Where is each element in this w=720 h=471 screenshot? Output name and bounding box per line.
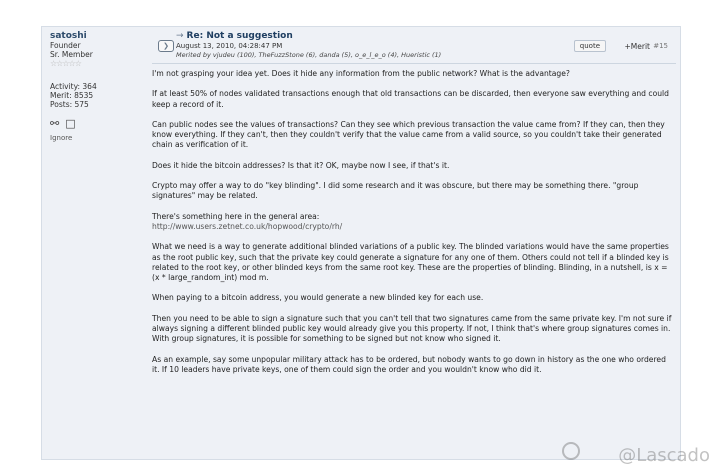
post-link[interactable]: http://www.users.zetnet.co.uk/hopwood/crypto/rh/ — [152, 221, 343, 231]
post-paragraph: As an example, say some unpopular military attack has to be ordered, but nobody wants to go down in history as the one who ordered it. If 10 leaders have private keys, one of them could sign the order and you wouldn't know who did it. — [152, 354, 666, 374]
post-paragraph: If at least 50% of nodes validated transactions enough that old transactions can be discarded, then everyone saw everything and could keep a record of it. — [152, 89, 669, 109]
header-divider — [152, 63, 676, 64]
profile-icon[interactable]: ⚯ — [50, 117, 60, 130]
post-type-icon: ❯ — [158, 40, 174, 52]
post-body — [152, 69, 672, 385]
post-paragraph: I'm not grasping your idea yet. Does it hide any information from the public network? What is the advantage? — [152, 69, 570, 78]
post-title-text[interactable]: Re: Not a suggestion — [186, 31, 293, 41]
watermark: @Lascado — [618, 445, 710, 466]
rank-stars-icon: ☆☆☆☆☆ — [50, 59, 81, 68]
author-member-level: Sr. Member — [50, 50, 93, 59]
post-title[interactable] — [176, 31, 293, 41]
merited-by: Merited by vjudeu (100), TheFuzzStone (6), danda (5), o_e_l_e_o (4), Hueristic (1) — [176, 51, 442, 59]
post-paragraph: What we need is a way to generate additional blinded variations of a public key. The blinded variations would have the same properties as the root public key, such that the private key could generate a signature for any one of them. Others could not tell if a blinded key is related to the root key, or other blinded keys from the same root key. These are the properties of blinding. Blinding, in a nutshell, is x = (x * large_random_int) mod m. — [152, 242, 669, 283]
post-number[interactable]: #15 — [653, 42, 668, 50]
post-paragraph: Can public nodes see the values of transactions? Can they see which previous transaction the value came from? If they can, then they know everything. If they can't, then they couldn't verify that the value came from a valid source, so you couldn't take their generated chain as verification of it. — [152, 119, 665, 150]
ignore-link[interactable]: Ignore — [50, 134, 73, 142]
post-paragraph-with-link — [152, 212, 672, 233]
post-paragraph: When paying to a bitcoin address, you would generate a new blinded key for each use. — [152, 293, 484, 303]
author-activity: Activity: 364 — [50, 82, 97, 91]
profile-actions — [50, 119, 146, 128]
author-sidebar — [50, 31, 146, 143]
watermark-logo-icon — [562, 442, 580, 460]
author-rank: Founder — [50, 41, 81, 50]
post-paragraph: Crypto may offer a way to do "key blinding". I did some research and it was obscure, but there may be something there. "group signatures" may be related. — [152, 181, 639, 201]
post-header — [158, 31, 674, 61]
author-posts: Posts: 575 — [50, 100, 89, 109]
post-date: August 13, 2010, 04:28:47 PM — [176, 42, 283, 50]
merit-button[interactable]: +Merit — [624, 42, 650, 51]
reply-arrow-icon: → — [176, 31, 184, 41]
forum-post-frame — [41, 26, 681, 460]
author-merit: Merit: 8535 — [50, 91, 94, 100]
author-name[interactable]: satoshi — [50, 31, 87, 41]
quote-button[interactable]: quote — [574, 40, 606, 52]
post-paragraph: There's something here in the general area: — [152, 211, 320, 221]
post-paragraph: Then you need to be able to sign a signature such that you can't tell that two signatures came from the same private key. I'm not sure if always signing a different blinded public key would already give you this property. If not, I think that's where group signatures comes in. With group signatures, it is possible for something to be signed but not know who signed it. — [152, 313, 672, 344]
message-icon[interactable]: □ — [65, 117, 76, 130]
post-paragraph: Does it hide the bitcoin addresses? Is that it? OK, maybe now I see, if that's it. — [152, 160, 450, 170]
